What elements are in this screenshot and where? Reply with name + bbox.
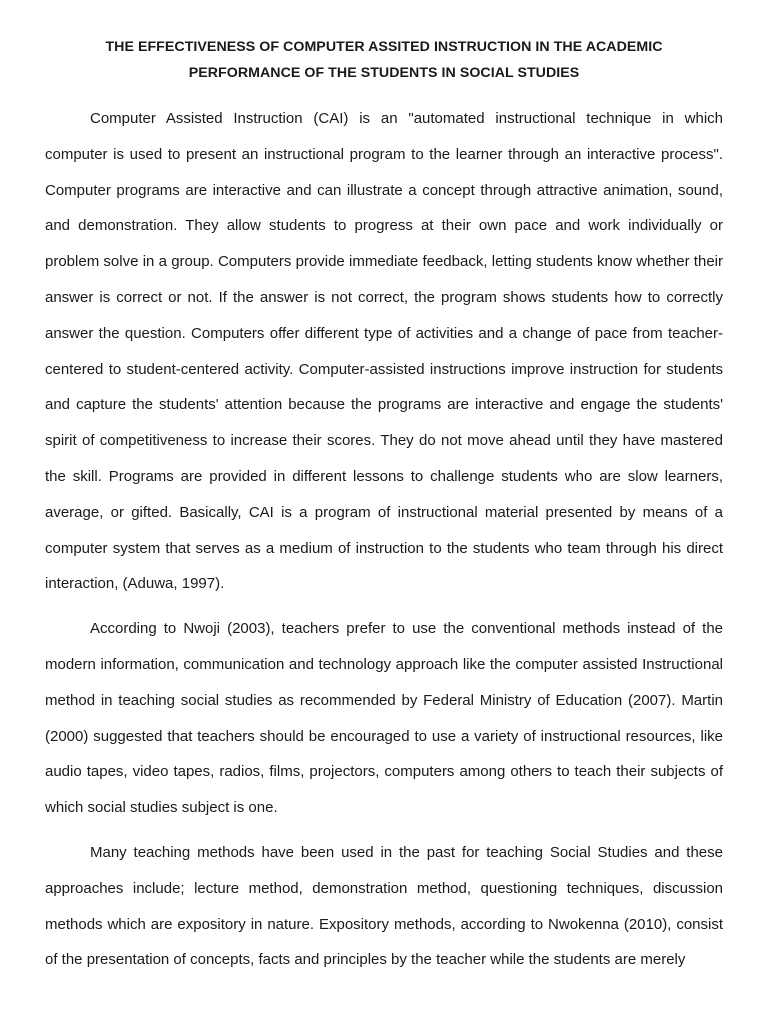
document-page xyxy=(45,34,723,978)
paragraph-2: According to Nwoji (2003), teachers prefer to use the conventional methods instead of the modern information, communication and technology approach like the computer assisted Instructional method in teaching social studies as recommended by Federal Ministry of Education (2007). Martin (2000) suggested that teachers should be encouraged to use a variety of instructional resources, like audio tapes, video tapes, radios, films, projectors, computers among others to teach their subjects of which social studies subject is one. xyxy=(45,620,723,817)
title-line-1: THE EFFECTIVENESS OF COMPUTER ASSITED INSTRUCTION IN THE ACADEMIC xyxy=(105,39,663,55)
document-title xyxy=(45,34,723,86)
title-line-2: PERFORMANCE OF THE STUDENTS IN SOCIAL STUDIES xyxy=(188,65,580,81)
paragraph-1: Computer Assisted Instruction (CAI) is an "automated instructional technique in which computer is used to present an instructional program to the learner through an interactive process". Computer programs are interactive and can illustrate a concept through attractive animation, sound, and demonstration. They allow students to progress at their own pace and work individually or problem solve in a group. Computers provide immediate feedback, letting students know whether their answer is correct or not. If the answer is not correct, the program shows students how to correctly answer the question. Computers offer different type of activities and a change of pace from teacher-centered to student-centered activity. Computer-assisted instructions improve instruction for students and capture the students' attention because the programs are interactive and engage the students' spirit of competitiveness to increase their scores. They do not move ahead until they have mastered the skill. Programs are provided in different lessons to challenge students who are slow learners, average, or gifted. Basically, CAI is a program of instructional material presented by means of a computer system that serves as a medium of instruction to the students who team through his direct interaction, (Aduwa, 1997). xyxy=(45,110,723,593)
paragraph-3: Many teaching methods have been used in the past for teaching Social Studies and these approaches include; lecture method, demonstration method, questioning techniques, discussion methods which are expository in nature. Expository methods, according to Nwokenna (2010), consist of the presentation of concepts, facts and principles by the teacher while the students are merely xyxy=(45,843,723,969)
